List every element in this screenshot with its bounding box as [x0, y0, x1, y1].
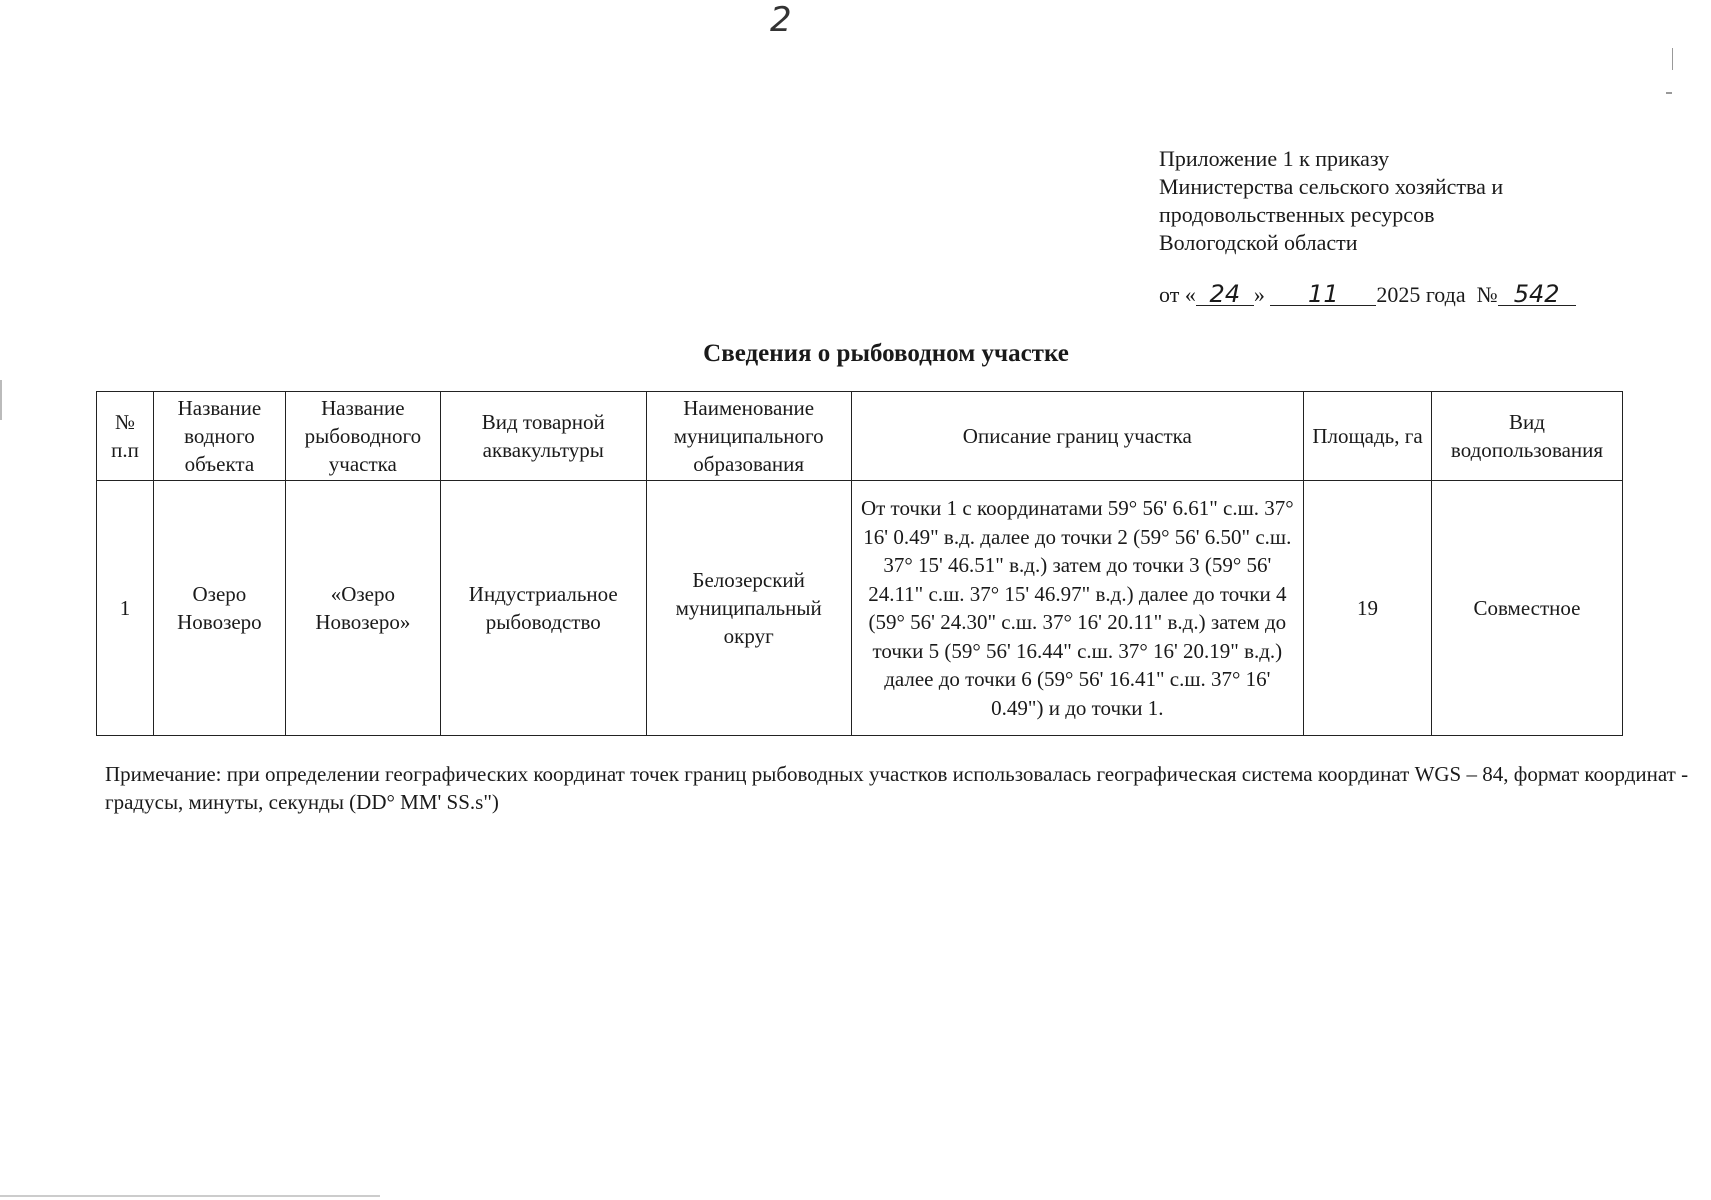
cell-number: 1: [97, 481, 154, 736]
appendix-line: продовольственных ресурсов: [1159, 202, 1435, 227]
header-cell-number: № п.п: [97, 392, 154, 481]
table-row: [97, 481, 1623, 736]
cell-aquaculture: Индустриальное рыбоводство: [440, 481, 646, 736]
header-cell-description: Описание границ участка: [851, 392, 1303, 481]
document-title: Сведения о рыбоводном участке: [703, 340, 1069, 367]
cell-municipality: Белозерский муниципальный округ: [646, 481, 851, 736]
scan-artifact-left-edge: [0, 380, 2, 420]
cell-boundary-description: От точки 1 с координатами 59° 56' 6.61" с.ш. 37° 16' 0.49" в.д. далее до точки 2 (59° 56' 6.50" с.ш. 37° 15' 46.51" в.д.) затем до точки 3 (59° 56' 24.11" с.ш. 37° 15' 46.97" в.д.) далее до точки 4 (59° 56' 24.30" с.ш. 37° 16' 20.11" в.д.) затем до точки 5 (59° 56' 16.44" с.ш. 37° 16' 20.19" в.д.) далее до точки 6 (59° 56' 16.41" с.ш. 37° 16' 0.49") и до точки 1.: [851, 481, 1303, 736]
table-header-row: [97, 392, 1623, 481]
order-month-handwritten: 11: [1270, 283, 1376, 306]
order-number-handwritten: 542: [1498, 283, 1576, 306]
appendix-header: [1159, 145, 1503, 257]
scan-artifact-top-right: [1666, 92, 1672, 94]
appendix-line: Вологодской области: [1159, 230, 1358, 255]
order-day-handwritten: 24: [1196, 283, 1254, 306]
scan-artifact-top-right: [1672, 48, 1673, 70]
header-cell-water-body: Название водного объекта: [153, 392, 285, 481]
appendix-line: Приложение 1 к приказу: [1159, 146, 1390, 171]
header-cell-area: Площадь, га: [1304, 392, 1432, 481]
footnote: Примечание: при определении географических координат точек границ рыбоводных участков использовалась географическая система координат WGS – 84, формат координат - градусы, минуты, секунды (DD° MM' SS.s"): [105, 762, 1689, 814]
page-number: 2: [770, 0, 792, 40]
order-year: 2025 года: [1376, 282, 1466, 307]
order-quote-close: »: [1253, 282, 1265, 307]
order-date-line: [1159, 282, 1576, 308]
cell-water-body: Озеро Новозеро: [153, 481, 285, 736]
header-cell-usage: Вид водопользования: [1431, 392, 1622, 481]
order-number-prefix: №: [1476, 282, 1498, 307]
cell-area: 19: [1304, 481, 1432, 736]
cell-usage: Совместное: [1431, 481, 1622, 736]
header-cell-aquaculture: Вид товарной аквакультуры: [440, 392, 646, 481]
header-cell-municipality: Наименование муниципального образования: [646, 392, 851, 481]
scan-artifact-bottom-edge: [0, 1195, 380, 1197]
cell-plot-name: «Озеро Новозеро»: [285, 481, 440, 736]
header-cell-plot-name: Название рыбоводного участка: [285, 392, 440, 481]
fish-plot-table: [96, 391, 1623, 736]
appendix-line: Министерства сельского хозяйства и: [1159, 174, 1504, 199]
order-prefix: от «: [1159, 282, 1196, 307]
